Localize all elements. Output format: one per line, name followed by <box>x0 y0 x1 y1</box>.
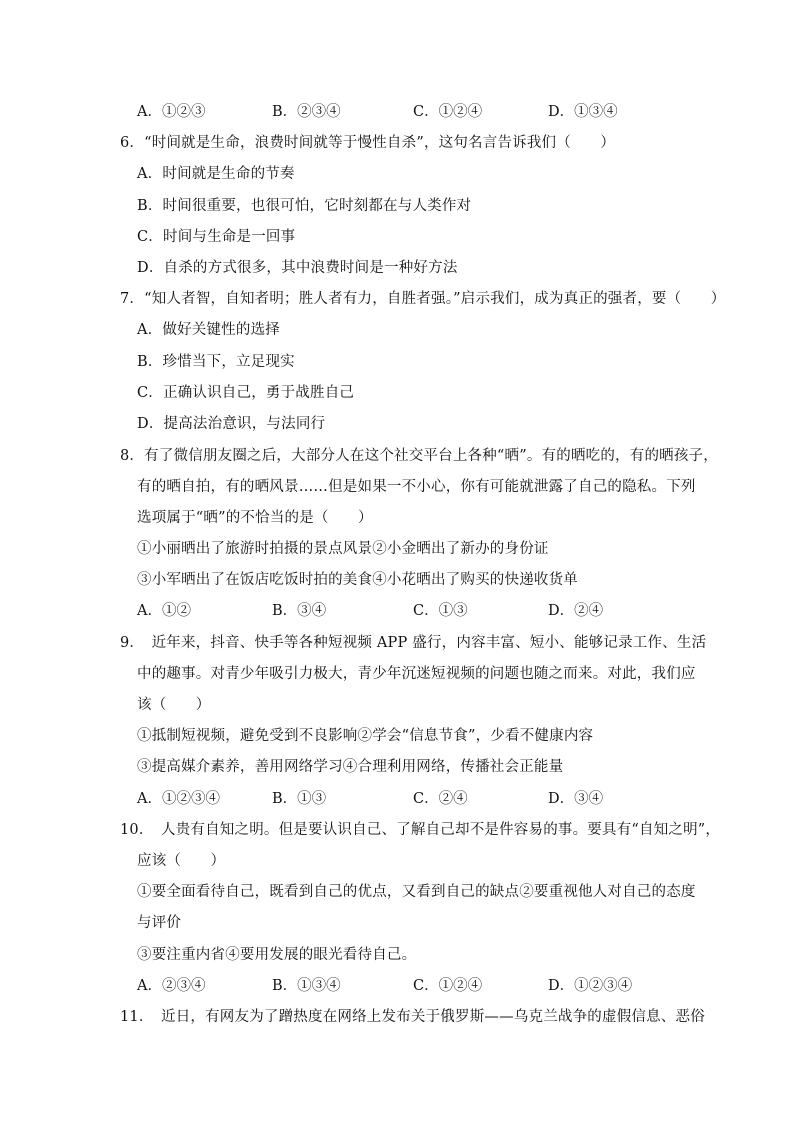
q8-stem-line-1: 8．有了微信朋友圈之后，大部分人在这个社交平台上各种“晒”。有的晒吃的，有的晒孩子， <box>120 448 718 464</box>
q7-choice-a: A．做好关键性的选择 <box>137 322 280 338</box>
q11-stem-line-1: 11． 近日，有网友为了蹭热度在网络上发布关于俄罗斯——乌克兰战争的虚假信息、恶俗 <box>120 1009 705 1025</box>
q8-stem-line-3: 选项属于“晒”的不恰当的是（ ） <box>137 510 373 526</box>
q6-choice-d: D．自杀的方式很多，其中浪费时间是一种好方法 <box>137 260 458 276</box>
q8-option-b: B．③④ <box>272 603 327 619</box>
q8-stem-line-2: 有的晒自拍，有的晒风景……但是如果一不小心，你有可能就泄露了自己的隐私。下列 <box>137 479 696 495</box>
q9-stem-line-1: 9． 近年来，抖音、快手等各种短视频 APP 盛行，内容丰富、短小、能够记录工作、生活 <box>120 635 707 651</box>
q6-choice-c: C．时间与生命是一回事 <box>137 229 296 245</box>
q9-stem-line-3: 该（ ） <box>137 697 211 713</box>
q8-item-line-1: ①小丽晒出了旅游时拍摄的景点风景②小金晒出了新办的身份证 <box>137 541 549 557</box>
q9-option-b: B．①③ <box>272 791 327 807</box>
q10-stem-line-1: 10． 人贵有自知之明。但是要认识自己、了解自己却不是件容易的事。要具有“自知之明”， <box>120 822 721 838</box>
q9-option-a: A．①②③④ <box>137 791 220 807</box>
q10-option-a: A．②③④ <box>137 978 206 994</box>
q9-option-d: D．③④ <box>548 791 604 807</box>
q10-option-b: B．①③④ <box>272 978 341 994</box>
q5-option-a: A．①②③ <box>137 104 206 120</box>
q6-stem: 6．“时间就是生命，浪费时间就等于慢性自杀”，这句名言告诉我们（ ） <box>120 135 616 151</box>
q7-choice-b: B．珍惜当下，立足现实 <box>137 354 295 370</box>
q8-option-d: D．②④ <box>548 603 604 619</box>
q9-item-line-1: ①抵制短视频，避免受到不良影响②学会“信息节食”，少看不健康内容 <box>137 728 594 744</box>
q5-option-d: D．①③④ <box>548 104 618 120</box>
q8-option-a: A．①② <box>137 603 191 619</box>
q6-choice-b: B．时间很重要，也很可怕，它时刻都在与人类作对 <box>137 198 472 214</box>
q10-item-line-2: 与评价 <box>137 915 182 931</box>
q10-option-d: D．①②③④ <box>548 978 633 994</box>
q7-choice-d: D．提高法治意识，与法同行 <box>137 416 326 432</box>
q5-option-b: B．②③④ <box>272 104 341 120</box>
q7-stem: 7．“知人者智，自知者明；胜人者有力，自胜者强。”启示我们，成为真正的强者，要（ ） <box>120 291 726 307</box>
q9-item-line-2: ③提高媒介素养，善用网络学习④合理利用网络，传播社会正能量 <box>137 759 564 775</box>
q8-item-line-2: ③小军晒出了在饭店吃饭时拍的美食④小花晒出了购买的快递收货单 <box>137 572 578 588</box>
q5-option-c: C．①②④ <box>413 104 483 120</box>
q10-option-c: C．①②④ <box>413 978 483 994</box>
q8-option-c: C．①③ <box>413 603 468 619</box>
q10-stem-line-2: 应该（ ） <box>137 853 226 869</box>
q10-item-line-1: ①要全面看待自己，既看到自己的优点，又看到自己的缺点②要重视他人对自己的态度 <box>137 884 696 900</box>
q7-choice-c: C．正确认识自己，勇于战胜自己 <box>137 385 355 401</box>
q6-choice-a: A．时间就是生命的节奏 <box>137 166 295 182</box>
q9-stem-line-2: 中的趣事。对青少年吸引力极大，青少年沉迷短视频的问题也随之而来。对此，我们应 <box>137 666 696 682</box>
q10-item-line-3: ③要注重内省④要用发展的眼光看待自己。 <box>137 947 417 963</box>
q9-option-c: C．②④ <box>413 791 468 807</box>
